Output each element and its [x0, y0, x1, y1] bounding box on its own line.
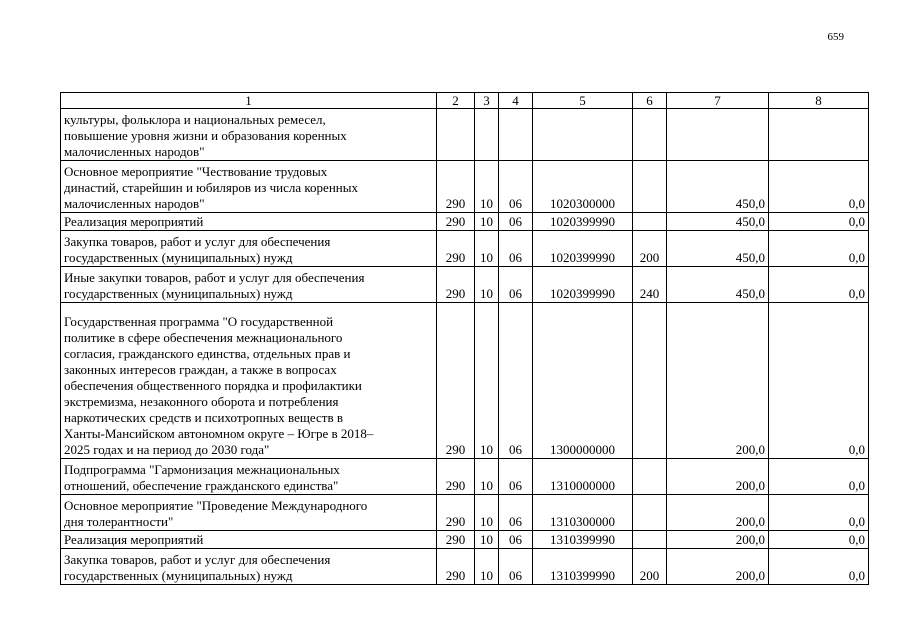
amount-cell: 0,0: [769, 267, 869, 303]
row-name-cell: [61, 549, 437, 585]
target-article-cell: [533, 109, 633, 161]
row-name-cell: [61, 109, 437, 161]
table-row: [61, 213, 869, 231]
row-name-line: малочисленных народов": [64, 196, 205, 211]
table-row: [61, 161, 869, 213]
section-cell: 10: [475, 213, 499, 231]
table-row: [61, 531, 869, 549]
table-row: [61, 495, 869, 531]
target-article-cell: 1020300000: [533, 161, 633, 213]
amount-cell: 0,0: [769, 231, 869, 267]
header-cell: 6: [633, 93, 667, 109]
amount-cell: 0,0: [769, 161, 869, 213]
expense-type-cell: [633, 303, 667, 459]
row-name-line: политике в сфере обеспечения межнационального: [64, 330, 343, 345]
row-name-line: малочисленных народов": [64, 144, 205, 159]
page-number: 659: [827, 31, 844, 43]
code-cell: 290: [437, 531, 475, 549]
subsection-cell: 06: [499, 161, 533, 213]
amount-cell: 450,0: [667, 161, 769, 213]
amount-cell: 0,0: [769, 213, 869, 231]
row-name-line: отношений, обеспечение гражданского единства": [64, 478, 339, 493]
subsection-cell: 06: [499, 267, 533, 303]
amount-cell: 200,0: [667, 549, 769, 585]
section-cell: 10: [475, 303, 499, 459]
row-name-line: государственных (муниципальных) нужд: [64, 568, 293, 583]
subsection-cell: 06: [499, 303, 533, 459]
table-row: [61, 231, 869, 267]
section-cell: [475, 109, 499, 161]
row-name-cell: [61, 231, 437, 267]
row-name-line: согласия, гражданского единства, отдельных прав и: [64, 346, 351, 361]
subsection-cell: 06: [499, 213, 533, 231]
target-article-cell: 1020399990: [533, 231, 633, 267]
row-name-line: Государственная программа "О государственной: [64, 314, 334, 329]
expense-type-cell: 200: [633, 549, 667, 585]
expense-type-cell: [633, 459, 667, 495]
target-article-cell: 1310399990: [533, 531, 633, 549]
row-name-line: Подпрограмма "Гармонизация межнациональных: [64, 462, 340, 477]
amount-cell: 0,0: [769, 459, 869, 495]
expense-type-cell: [633, 109, 667, 161]
code-cell: [437, 109, 475, 161]
code-cell: 290: [437, 459, 475, 495]
code-cell: 290: [437, 231, 475, 267]
target-article-cell: 1310399990: [533, 549, 633, 585]
row-name-line: наркотических средств и психотропных веществ в: [64, 410, 343, 425]
table-row: [61, 267, 869, 303]
table-row: [61, 459, 869, 495]
amount-cell: 0,0: [769, 549, 869, 585]
target-article-cell: 1020399990: [533, 267, 633, 303]
row-name-line: Закупка товаров, работ и услуг для обеспечения: [64, 552, 331, 567]
row-name-line: обеспечения общественного порядка и профилактики: [64, 378, 362, 393]
header-cell: 2: [437, 93, 475, 109]
row-name-line: Иные закупки товаров, работ и услуг для обеспечения: [64, 270, 365, 285]
header-row: [61, 93, 869, 109]
row-name-cell: [61, 495, 437, 531]
subsection-cell: 06: [499, 459, 533, 495]
amount-cell: 0,0: [769, 531, 869, 549]
row-name-cell: [61, 267, 437, 303]
row-name-line: Закупка товаров, работ и услуг для обеспечения: [64, 234, 331, 249]
row-name-line: Ханты-Мансийском автономном округе – Югре в 2018–: [64, 426, 374, 441]
subsection-cell: 06: [499, 495, 533, 531]
amount-cell: 200,0: [667, 531, 769, 549]
row-name-line: государственных (муниципальных) нужд: [64, 286, 293, 301]
header-cell: 1: [61, 93, 437, 109]
subsection-cell: [499, 109, 533, 161]
target-article-cell: 1300000000: [533, 303, 633, 459]
code-cell: 290: [437, 213, 475, 231]
section-cell: 10: [475, 531, 499, 549]
section-cell: 10: [475, 549, 499, 585]
amount-cell: 450,0: [667, 267, 769, 303]
amount-cell: 0,0: [769, 495, 869, 531]
amount-cell: [667, 109, 769, 161]
expense-type-cell: 200: [633, 231, 667, 267]
expense-type-cell: [633, 531, 667, 549]
section-cell: 10: [475, 495, 499, 531]
row-name-cell: [61, 213, 437, 231]
expense-type-cell: 240: [633, 267, 667, 303]
table-body: [61, 109, 869, 585]
code-cell: 290: [437, 161, 475, 213]
row-name-line: культуры, фольклора и национальных ремесел,: [64, 112, 326, 127]
subsection-cell: 06: [499, 549, 533, 585]
code-cell: 290: [437, 303, 475, 459]
header-cell: 3: [475, 93, 499, 109]
header-cell: 8: [769, 93, 869, 109]
amount-cell: 200,0: [667, 303, 769, 459]
row-name-line: государственных (муниципальных) нужд: [64, 250, 293, 265]
row-name-cell: [61, 459, 437, 495]
row-name-line: Реализация мероприятий: [64, 532, 204, 547]
amount-cell: 450,0: [667, 213, 769, 231]
row-name-line: Основное мероприятие "Чествование трудовых: [64, 164, 328, 179]
subsection-cell: 06: [499, 231, 533, 267]
row-name-line: законных интересов граждан, а также в вопросах: [64, 362, 337, 377]
code-cell: 290: [437, 267, 475, 303]
row-name-line: экстремизма, незаконного оборота и потребления: [64, 394, 339, 409]
code-cell: 290: [437, 495, 475, 531]
subsection-cell: 06: [499, 531, 533, 549]
row-name-cell: [61, 531, 437, 549]
row-name-line: 2025 годах и на период до 2030 года": [64, 442, 270, 457]
section-cell: 10: [475, 231, 499, 267]
table-row: [61, 549, 869, 585]
table-row: [61, 109, 869, 161]
amount-cell: 0,0: [769, 303, 869, 459]
code-cell: 290: [437, 549, 475, 585]
amount-cell: 200,0: [667, 495, 769, 531]
amount-cell: [769, 109, 869, 161]
row-name-line: дня толерантности": [64, 514, 174, 529]
header-cell: 4: [499, 93, 533, 109]
amount-cell: 200,0: [667, 459, 769, 495]
target-article-cell: 1020399990: [533, 213, 633, 231]
row-name-cell: [61, 303, 437, 459]
row-name-cell: [61, 161, 437, 213]
header-cell: 5: [533, 93, 633, 109]
budget-table: [60, 92, 869, 585]
row-name-line: повышение уровня жизни и образования коренных: [64, 128, 347, 143]
section-cell: 10: [475, 161, 499, 213]
row-name-line: династий, старейшин и юбиляров из числа коренных: [64, 180, 358, 195]
header-cell: 7: [667, 93, 769, 109]
expense-type-cell: [633, 161, 667, 213]
section-cell: 10: [475, 459, 499, 495]
row-name-line: Основное мероприятие "Проведение Международного: [64, 498, 368, 513]
amount-cell: 450,0: [667, 231, 769, 267]
target-article-cell: 1310300000: [533, 495, 633, 531]
target-article-cell: 1310000000: [533, 459, 633, 495]
row-name-line: Реализация мероприятий: [64, 214, 204, 229]
table-row: [61, 303, 869, 459]
expense-type-cell: [633, 495, 667, 531]
expense-type-cell: [633, 213, 667, 231]
section-cell: 10: [475, 267, 499, 303]
